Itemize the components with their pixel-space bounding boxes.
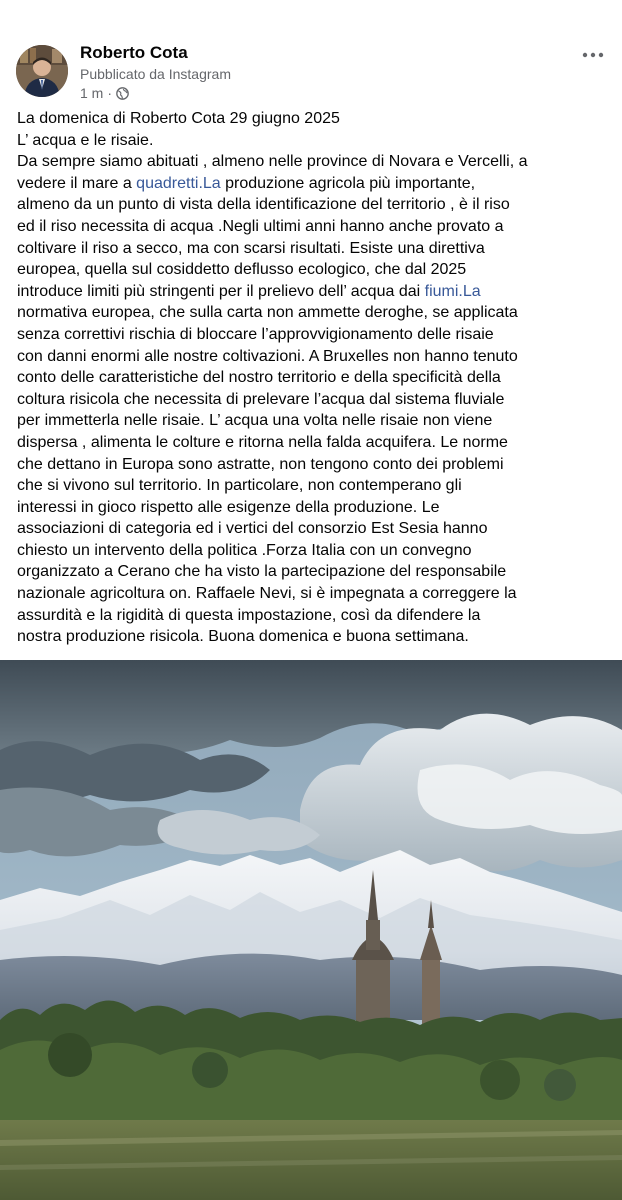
post-line [17,259,613,281]
text-segment: europea, quella sul cosiddetto deflusso ecologico, che dal 2025 [17,261,467,279]
post-line [17,130,613,152]
post-line [17,518,613,540]
post-line [17,540,613,562]
text-segment: produzione agricola più importante, [220,174,476,192]
post-line [17,454,613,476]
avatar[interactable] [16,45,68,97]
post-line [17,605,613,627]
text-segment: organizzato a Cerano che ha visto la partecipazione del responsabile [17,563,507,581]
text-segment: assurdità e la rigidità di questa impostazione, così da difendere la [17,606,481,624]
text-segment: coltivare il riso a secco, ma con scarsi risultati. Esiste una direttiva [17,239,485,257]
post-line [17,346,613,368]
globe-icon[interactable] [116,87,129,100]
text-segment: chiesto un intervento della politica .Forza Italia con un convegno [17,541,472,559]
text-segment: vedere il mare a [17,174,137,192]
post-line [17,583,613,605]
author-name[interactable]: Roberto Cota [80,43,188,62]
text-segment: dispersa , alimenta le colture e ritorna nella falda acquifera. Le norme [17,433,508,451]
post-line [17,389,613,411]
text-segment: che si vivono sul territorio. In particolare, non contemperano gli [17,477,462,495]
post-line [17,410,613,432]
fiumi-link[interactable]: fiumi.La [424,282,481,300]
post-line [17,281,613,303]
post-text [17,108,613,648]
text-segment: per immetterla nelle risaie. L’ acqua una volta nelle risaie non viene [17,412,493,430]
text-segment: con danni enormi alle nostre coltivazioni. A Bruxelles non hanno tenuto [17,347,518,365]
post-line [17,194,613,216]
text-segment: introduce limiti più stringenti per il prelievo dell’ acqua dai [17,282,425,300]
quadretti-link[interactable]: quadretti.La [136,174,221,192]
post-line [17,626,613,648]
post-source: Pubblicato da Instagram [80,66,231,82]
text-segment: coltura risicola che necessita di prelevare l’acqua dal sistema fluviale [17,390,505,408]
meta-separator: · [107,85,113,101]
text-segment: ed il riso necessita di acqua .Negli ultimi anni hanno anche provato a [17,217,504,235]
post-line [17,108,613,130]
text-segment: Da sempre siamo abituati , almeno nelle province di Novara e Vercelli, a [17,153,528,171]
post-photo[interactable] [0,660,622,1200]
post-header [0,0,622,110]
text-segment: che dettano in Europa sono astratte, non tengono conto dei problemi [17,455,504,473]
text-segment: almeno da un punto di vista della identificazione del territorio , è il riso [17,196,510,214]
avatar-image [16,45,68,97]
post-line [17,367,613,389]
post-line [17,173,613,195]
post-line [17,475,613,497]
post-line [17,432,613,454]
text-segment: nazionale agricoltura on. Raffaele Nevi, si è impegnata a correggere la [17,585,517,603]
post-line [17,151,613,173]
text-segment: normativa europea, che sulla carta non ammette deroghe, se applicata [17,304,518,322]
post-line [17,238,613,260]
post-line [17,216,613,238]
text-segment: interessi in gioco rispetto alle esigenze della produzione. Le [17,498,440,516]
post-line [17,561,613,583]
text-segment: senza correttivi rischia di bloccare l’approvvigionamento delle risaie [17,325,494,343]
text-segment: L’ acqua e le risaie. [17,131,154,149]
post-time[interactable]: 1 m [80,85,104,101]
text-segment: La domenica di Roberto Cota 29 giugno 2025 [17,110,340,127]
post-line [17,497,613,519]
text-segment: conto delle caratteristiche del nostro territorio e della specificità della [17,369,501,387]
post-meta [80,85,129,101]
more-horizontal-icon[interactable] [580,48,606,62]
text-segment: associazioni di categoria ed i vertici del consorzio Est Sesia hanno [17,520,488,538]
text-segment: nostra produzione risicola. Buona domenica e buona settimana. [17,628,469,646]
post-line [17,302,613,324]
post-line [17,324,613,346]
